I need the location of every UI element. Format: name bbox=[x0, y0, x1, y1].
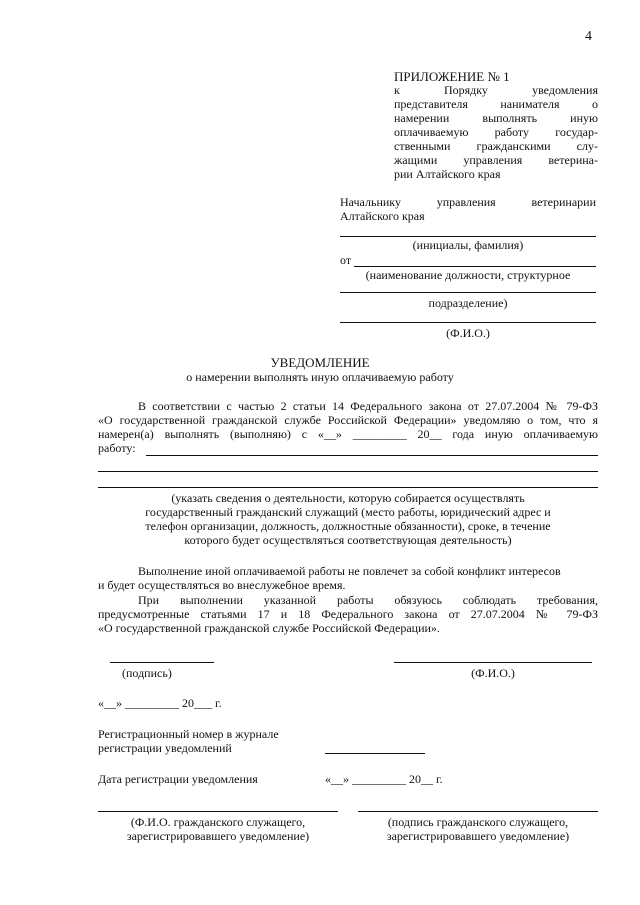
from-field-line bbox=[354, 266, 596, 267]
fio-field-line bbox=[340, 322, 596, 323]
position-field-line bbox=[340, 292, 596, 293]
addressee-line: Алтайского края bbox=[340, 209, 425, 223]
reg-date-label: Дата регистрации уведомления bbox=[98, 772, 258, 786]
signature-hint: (подпись) bbox=[122, 666, 172, 680]
from-label: от bbox=[340, 253, 352, 267]
body-line: В соответствии с частью 2 статьи 14 Федерального закона от 27.07.2004 № 79-ФЗ bbox=[138, 399, 598, 413]
hint-line: (указать сведения о деятельности, которую собирается осуществлять bbox=[171, 491, 525, 505]
appendix-line: оплачиваемую работу государ- bbox=[394, 125, 598, 139]
body-line: и будет осуществляться во внеслужебное время. bbox=[98, 578, 346, 592]
initials-hint: (инициалы, фамилия) bbox=[412, 238, 524, 252]
appendix-line: представителя нанимателя о bbox=[394, 97, 598, 111]
page-number: 4 bbox=[585, 29, 592, 44]
fio-field-line bbox=[394, 662, 592, 663]
hint-line: телефон организации, должность, должностные обязанности), сроке, в течение bbox=[145, 519, 551, 533]
fio-hint: (Ф.И.О.) bbox=[471, 666, 515, 680]
notice-subtitle: о намерении выполнять иную оплачиваемую работу bbox=[186, 370, 454, 384]
appendix-line: намерении выполнять иную bbox=[394, 111, 598, 125]
fio-hint: (Ф.И.О.) bbox=[446, 326, 490, 340]
registrar-fio-hint: зарегистрировавшего уведомление) bbox=[126, 829, 310, 843]
registrar-sign-hint: зарегистрировавшего уведомление) bbox=[386, 829, 570, 843]
reg-number-label: Регистрационный номер в журнале bbox=[98, 727, 279, 741]
body-line: предусмотренные статьями 17 и 18 Федерального закона от 27.07.2004 № 79-ФЗ bbox=[98, 607, 598, 621]
position-hint: (наименование должности, структурное bbox=[365, 268, 571, 282]
appendix-title: ПРИЛОЖЕНИЕ № 1 bbox=[394, 69, 510, 84]
appendix-line: рии Алтайского края bbox=[394, 167, 501, 181]
registrar-fio-field-line bbox=[98, 811, 338, 812]
reg-date-value: «__» _________ 20__ г. bbox=[325, 772, 443, 786]
body-line: «О государственной гражданской службе Российской Федерации» уведомляю о том, что я bbox=[98, 413, 598, 427]
hint-line: которого будет осуществляться соответствующая деятельность) bbox=[184, 533, 512, 547]
reg-number-label: регистрации уведомлений bbox=[98, 741, 232, 755]
work-field-line bbox=[98, 487, 598, 488]
registrar-fio-hint: (Ф.И.О. гражданского служащего, bbox=[130, 815, 306, 829]
body-line: работу: bbox=[98, 441, 136, 455]
hint-line: государственный гражданский служащий (место работы, юридический адрес и bbox=[145, 505, 551, 519]
registrar-sign-field-line bbox=[358, 811, 598, 812]
body-line: намерен(а) выполнять (выполняю) с «__» _________ 20__ года иную оплачиваемую bbox=[98, 427, 598, 441]
appendix-line: ственными гражданскими слу- bbox=[394, 139, 598, 153]
initials-field-line bbox=[340, 236, 596, 237]
addressee-line: Начальнику управления ветеринарии bbox=[340, 195, 596, 209]
reg-number-field-line bbox=[325, 753, 425, 754]
work-field-line bbox=[98, 471, 598, 472]
appendix-line: жащими управления ветерина- bbox=[394, 153, 598, 167]
notice-title: УВЕДОМЛЕНИЕ bbox=[270, 355, 370, 370]
body-line: При выполнении указанной работы обязуюсь соблюдать требования, bbox=[138, 593, 598, 607]
body-line: «О государственной гражданской службе Российской Федерации». bbox=[98, 621, 440, 635]
subdivision-hint: подразделение) bbox=[428, 296, 508, 310]
registrar-sign-hint: (подпись гражданского служащего, bbox=[387, 815, 569, 829]
appendix-line: к Порядку уведомления bbox=[394, 83, 598, 97]
signature-field-line bbox=[110, 662, 214, 663]
signature-date: «__» _________ 20___ г. bbox=[98, 696, 222, 710]
body-line: Выполнение иной оплачиваемой работы не повлечет за собой конфликт интересов bbox=[138, 564, 561, 578]
work-field-line bbox=[146, 455, 598, 456]
